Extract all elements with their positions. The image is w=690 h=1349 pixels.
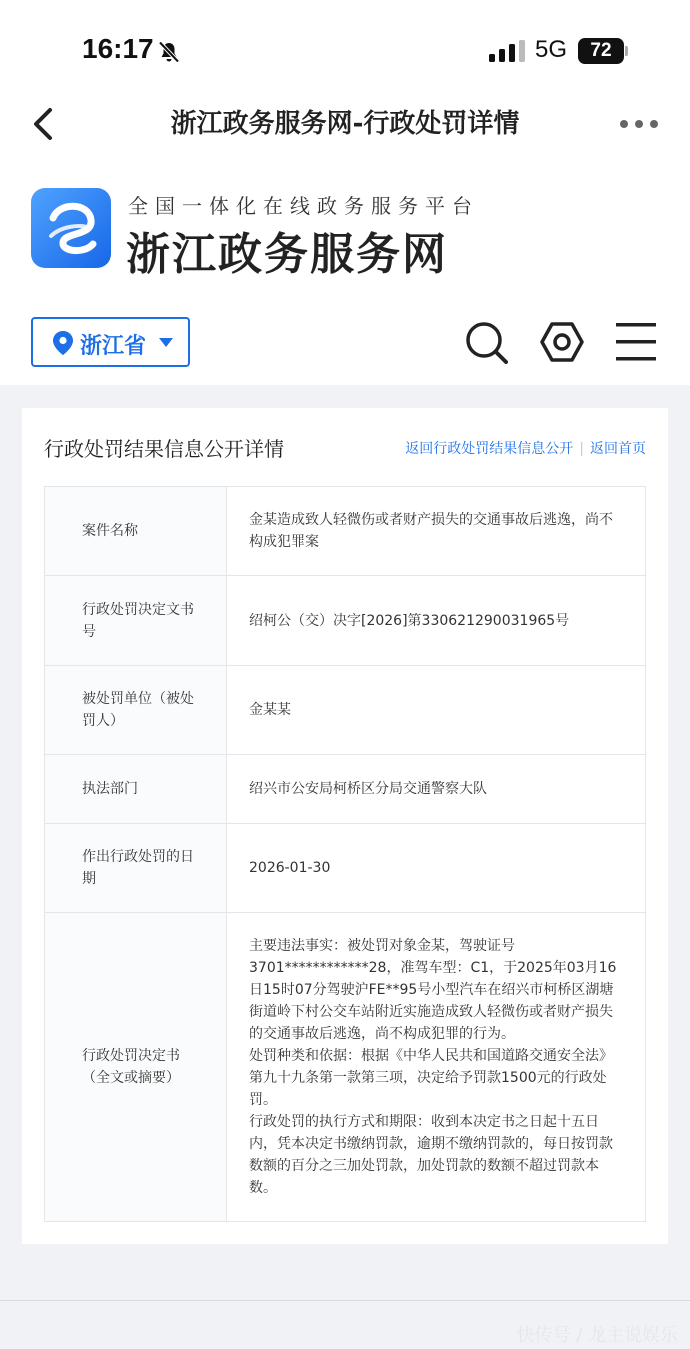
region-select[interactable] — [31, 317, 190, 367]
watermark: 快传号 / 龙主说娱乐 — [516, 1325, 678, 1346]
detail-table — [44, 486, 646, 1222]
region-label: 浙江省 — [80, 334, 147, 359]
card-title: 行政处罚结果信息公开详情 — [44, 437, 284, 461]
site-name[interactable]: 浙江政务服务网 — [126, 229, 448, 280]
table-row — [45, 487, 646, 576]
signal-icon — [489, 40, 525, 62]
table-row — [45, 824, 646, 913]
decision-paragraph: 处罚种类和依据：根据《中华人民共和国道路交通安全法》第九十九条第一款第三项，决定给予罚款1500元的行政处罚。 — [249, 1048, 613, 1108]
card-links — [405, 438, 646, 458]
row-label: 案件名称 — [45, 487, 227, 576]
row-label: 执法部门 — [45, 755, 227, 824]
row-label: 作出行政处罚的日期 — [45, 824, 227, 913]
logo-icon[interactable] — [31, 188, 111, 268]
caret-down-icon — [159, 338, 173, 348]
site-header — [0, 160, 690, 385]
back-to-list-link[interactable]: 返回行政处罚结果信息公开 — [405, 441, 574, 457]
row-label: 被处罚单位（被处罚人） — [45, 666, 227, 755]
status-time: 16:17 — [82, 33, 154, 64]
search-icon[interactable] — [464, 320, 508, 364]
network-type: 5G — [535, 36, 568, 63]
row-label: 行政处罚决定文书号 — [45, 576, 227, 666]
location-pin-icon — [53, 331, 73, 355]
bottom-bar — [0, 1300, 690, 1349]
hexagon-settings-icon[interactable] — [540, 320, 584, 364]
table-row — [45, 755, 646, 824]
decision-paragraph: 行政处罚的执行方式和期限：收到本决定书之日起十五日内，凭本决定书缴纳罚款，逾期不缴纳罚款的，每日按罚款数额的百分之三加处罚款，加处罚款的数额不超过罚款本数。 — [249, 1114, 613, 1196]
nav-bar — [0, 90, 690, 160]
bell-off-icon — [157, 40, 181, 64]
row-value: 2026-01-30 — [227, 824, 646, 913]
page-title: 浙江政务服务网-行政处罚详情 — [170, 109, 520, 139]
menu-icon[interactable] — [616, 323, 656, 361]
logo-slogan: 全国一体化在线政务服务平台 — [128, 194, 479, 218]
status-bar — [0, 0, 690, 90]
row-value: 金某某 — [227, 666, 646, 755]
link-separator: | — [579, 441, 584, 457]
row-value: 绍兴市公安局柯桥区分局交通警察大队 — [227, 755, 646, 824]
row-value: 绍柯公（交）决字[2026]第330621290031965号 — [227, 576, 646, 666]
detail-card — [22, 408, 668, 1244]
back-icon[interactable] — [28, 106, 60, 142]
row-value — [227, 913, 646, 1222]
more-icon[interactable] — [618, 118, 660, 130]
battery-tip — [625, 46, 628, 56]
row-label: 行政处罚决定书（全文或摘要） — [45, 913, 227, 1222]
table-row — [45, 576, 646, 666]
table-row — [45, 913, 646, 1222]
table-row — [45, 666, 646, 755]
row-value: 金某造成致人轻微伤或者财产损失的交通事故后逃逸，尚不构成犯罪案 — [227, 487, 646, 576]
battery-indicator: 72 — [578, 38, 624, 64]
decision-paragraph: 主要违法事实：被处罚对象金某，驾驶证号3701************28，准驾车型：C1，于2025年03月16日15时07分驾驶沪FE**95号小型汽车在绍兴市柯桥区湖塘街道岭下村公交车站附近实施造成致人轻微伤或者财产损失的交通事故后逃逸，尚不构成犯罪的行为。 — [249, 938, 617, 1042]
home-link[interactable]: 返回首页 — [590, 441, 646, 457]
